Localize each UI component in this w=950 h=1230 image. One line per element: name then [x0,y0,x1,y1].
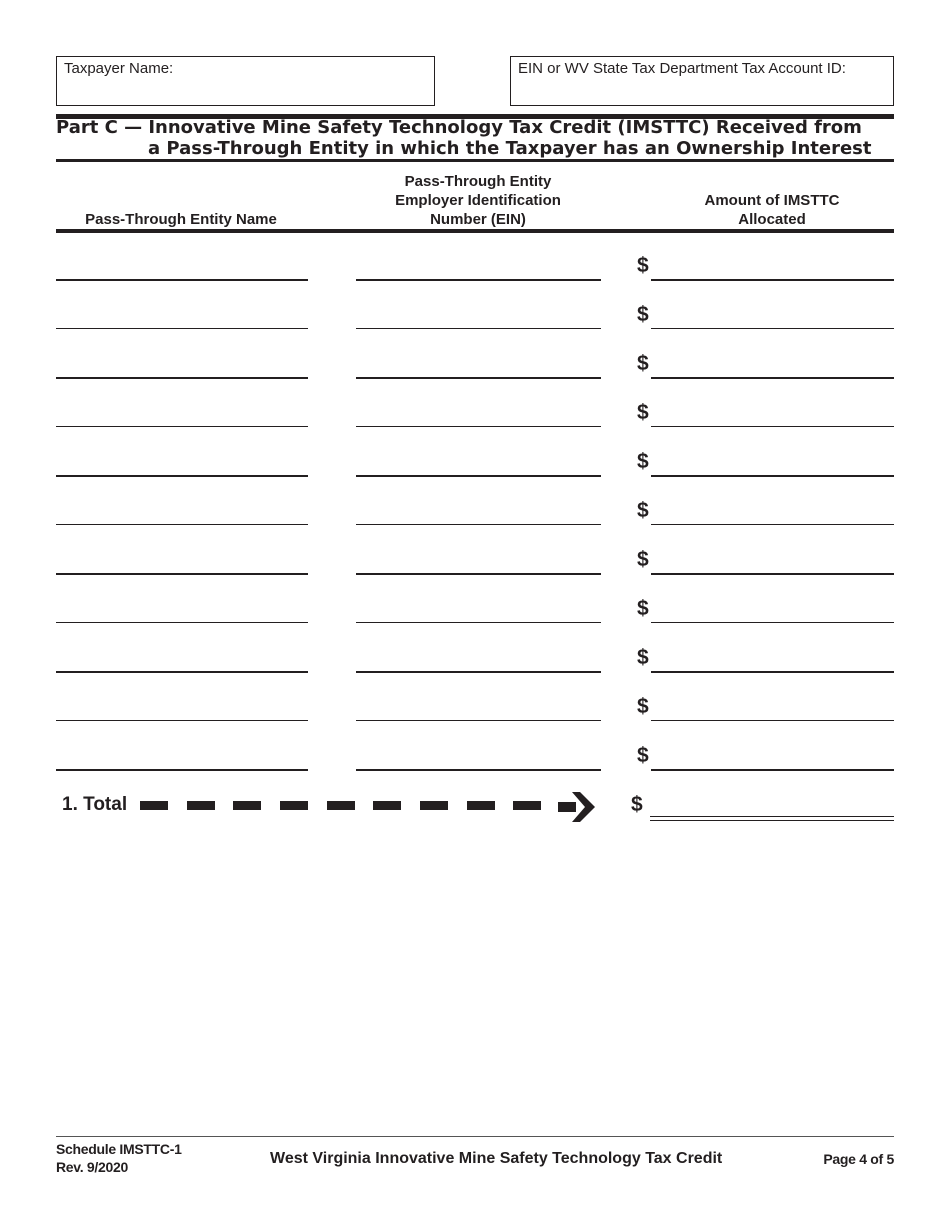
total-double-underline [650,820,894,821]
footer-rule [56,1136,894,1137]
dollar-sign: $ [637,499,649,522]
footer-title: West Virginia Innovative Mine Safety Technology Tax Credit [270,1150,723,1167]
table-row [0,350,950,390]
entity-name-field[interactable] [56,671,308,673]
column-header-ein [356,172,600,229]
amount-field[interactable] [651,328,894,329]
entity-ein-field[interactable] [356,622,601,623]
table-row [0,399,950,439]
entity-ein-field[interactable] [356,279,601,281]
table-row [0,252,950,292]
total-row [0,786,950,826]
dollar-sign: $ [637,695,649,718]
entity-ein-field[interactable] [356,524,601,525]
column-header-ein-line-1: Pass-Through Entity [404,173,552,190]
entity-ein-field[interactable] [356,769,601,771]
leader-dash [467,801,495,810]
total-label: 1. Total [62,794,128,815]
dollar-sign: $ [637,450,649,473]
leader-dash [420,801,448,810]
entity-name-field[interactable] [56,769,308,771]
amount-field[interactable] [651,769,894,771]
entity-ein-field[interactable] [356,573,601,575]
dollar-sign: $ [637,401,649,424]
entity-name-field[interactable] [56,279,308,281]
entity-name-field[interactable] [56,377,308,379]
amount-field[interactable] [651,475,894,477]
total-dollar-sign: $ [631,793,643,816]
column-header-amount-line-2: Allocated [738,211,806,228]
column-header-amount-line-1: Amount of IMSTTC [704,192,840,209]
dollar-sign: $ [637,352,649,375]
entity-name-field[interactable] [56,328,308,329]
table-row [0,644,950,684]
entity-ein-field[interactable] [356,671,601,673]
table-row [0,595,950,635]
table-row [0,546,950,586]
table-row [0,301,950,341]
part-c-title-line-2: a Pass-Through Entity in which the Taxpayer has an Ownership Interest [148,138,872,159]
entity-name-field[interactable] [56,720,308,721]
ein-label: EIN or WV State Tax Department Tax Account ID: [518,60,846,77]
amount-field[interactable] [651,720,894,721]
dollar-sign: $ [637,744,649,767]
entity-name-field[interactable] [56,426,308,427]
footer-form-id: Schedule IMSTTC-1 [56,1141,182,1157]
amount-field[interactable] [651,524,894,525]
footer-revision: Rev. 9/2020 [56,1159,128,1175]
entity-name-field[interactable] [56,475,308,477]
table-row [0,448,950,488]
amount-field[interactable] [651,279,894,281]
leader-dash [140,801,168,810]
entity-ein-field[interactable] [356,426,601,427]
taxpayer-name-label: Taxpayer Name: [64,60,174,77]
dollar-sign: $ [637,597,649,620]
amount-field[interactable] [651,377,894,379]
header-rule [56,229,894,233]
ein-field[interactable] [510,56,894,106]
entity-ein-field[interactable] [356,328,601,329]
dollar-sign: $ [637,548,649,571]
leader-dash [280,801,308,810]
entity-ein-field[interactable] [356,475,601,477]
arrow-right-icon [558,790,596,824]
column-header-ein-line-3: Number (EIN) [430,211,526,228]
entity-name-field[interactable] [56,573,308,575]
leader-dash [327,801,355,810]
taxpayer-name-field[interactable] [56,56,435,106]
total-amount-field[interactable] [650,816,894,817]
amount-field[interactable] [651,426,894,427]
leader-dash [373,801,401,810]
leader-dash [513,801,541,810]
column-header-entity-name: Pass-Through Entity Name [85,211,277,228]
dollar-sign: $ [637,254,649,277]
table-row [0,693,950,733]
column-header-ein-line-2: Employer Identification [395,192,561,209]
amount-field[interactable] [651,622,894,623]
amount-field[interactable] [651,671,894,673]
entity-ein-field[interactable] [356,377,601,379]
column-header-amount [650,191,894,229]
leader-dash [233,801,261,810]
table-row [0,497,950,537]
title-rule-bottom [56,159,894,162]
entity-name-field[interactable] [56,622,308,623]
leader-dash [187,801,215,810]
entity-ein-field[interactable] [356,720,601,721]
part-c-title-line-1: Part C — Innovative Mine Safety Technology Tax Credit (IMSTTC) Received from [56,117,862,138]
entity-name-field[interactable] [56,524,308,525]
dollar-sign: $ [637,303,649,326]
footer-page-number: Page 4 of 5 [823,1151,894,1167]
amount-field[interactable] [651,573,894,575]
dollar-sign: $ [637,646,649,669]
table-row [0,742,950,782]
